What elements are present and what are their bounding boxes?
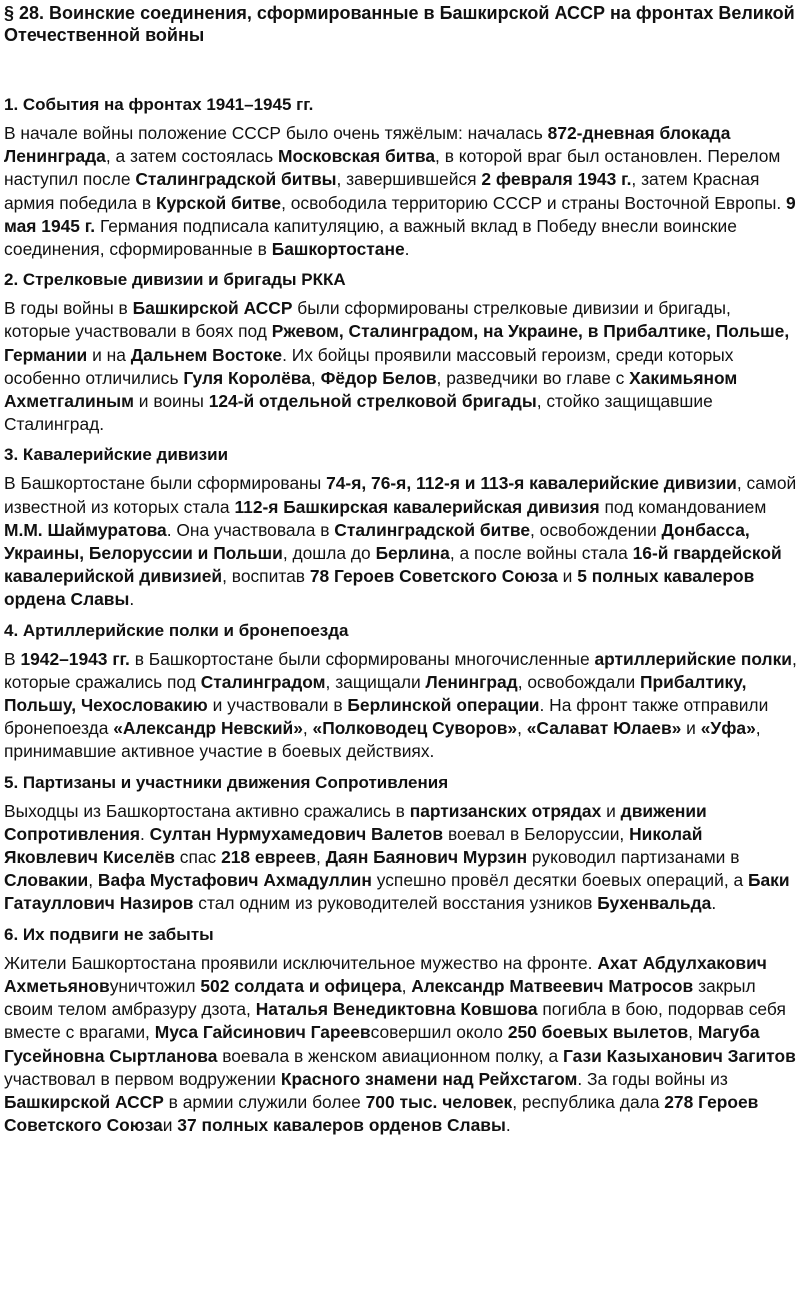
text-run: , освободила территорию СССР и страны Восточной Европы. [281,192,787,213]
document-title: § 28. Воинские соединения, сформированные в Башкирской АССР на фронтах Великой Отечественной войны [4,3,795,45]
text-run: . На фронт также отправили бронепоезда [4,695,769,739]
bold-text: Курской битве [156,192,282,213]
text-run: совершил около [370,1022,508,1043]
text-run: воевала в женском авиационном полку, а [217,1045,563,1066]
text-run: , воспитав [222,566,310,587]
text-run: . [129,589,135,610]
bold-text: Даян Баянович Мурзин [325,847,528,868]
text-run: в Башкортостане были сформированы многочисленные [129,648,595,669]
bold-text: 700 тыс. человек [365,1091,513,1112]
bold-text: Муса Гайсинович Гареев [154,1022,371,1043]
bold-text: 74-я, 76-я, 112-я и 113-я кавалерийские дивизии [326,473,737,494]
section-heading: 6. Их подвиги не забыты [4,924,214,944]
text-run: закрыл своим телом амбразуру дзота, [4,975,756,1020]
bold-text: Берлинской операции [347,695,540,716]
bold-text: Прибалтику, Польшу, Чехословакию [4,671,747,716]
text-run: , которые сражались под [4,648,797,692]
text-run: и [601,800,621,821]
bold-text: Ржевом, Сталинградом, на Украине, в Прибалтике, Польше, Германии [4,321,790,365]
text-run: . [505,1115,511,1136]
section-1 [4,94,797,261]
section-paragraph [4,952,797,1138]
text-run: . [711,893,717,914]
bold-text: Башкирской АССР [4,1091,164,1112]
text-run: в армии служили более [163,1091,366,1112]
section-5 [4,772,797,916]
bold-text: 124-й отдельной стрелковой бригады [208,391,537,412]
bold-text: М.М. Шаймуратова [4,519,167,540]
text-run: В годы войны в [4,298,133,319]
text-run: , дошла до [282,543,376,564]
text-run: и [681,718,701,739]
text-run: , освобождали [517,671,641,692]
bold-text: Берлина [375,543,450,564]
section-4 [4,620,797,764]
bold-text: 502 солдата и офицера [200,975,402,996]
section-paragraph [4,648,797,764]
bold-text: 37 полных кавалеров орденов Славы [177,1115,506,1136]
bold-text: Донбасса, Украины, Белоруссии и Польши [4,519,750,564]
text-run: руководил партизанами в [527,847,740,868]
text-run: , [315,847,326,868]
bold-text: Баки Гатауллович Назиров [4,870,790,914]
bold-text: Сталинградом [200,671,326,692]
bold-text: Словакии [4,870,89,891]
text-run: , а затем состоялась [105,146,279,167]
text-run: погибла в бою, подорвав себя вместе с врагами, [4,999,786,1043]
bold-text: Александр Матвеевич Матросов [411,975,694,996]
bold-text: Башкирской АССР [132,298,293,319]
bold-text: Бухенвальда [597,893,712,914]
bold-text: Султан Нурмухамедович Валетов [149,823,444,844]
text-run: , [310,367,321,388]
bold-text: движении Сопротивления [4,800,707,844]
text-run: В Башкортостане были сформированы [4,473,327,494]
bold-text: 78 Героев Советского Союза [309,566,558,587]
text-run: Жители Башкортостана проявили исключительное мужество на фронте. [4,952,598,973]
text-run: , освобождении [530,519,662,540]
text-run: уничтожил [109,975,201,996]
text-run: . За годы войны из [577,1068,728,1089]
section-heading: 3. Кавалерийские дивизии [4,445,229,465]
bold-text: Николай Яковлевич Киселёв [4,823,703,868]
bold-text: 218 евреев [221,847,316,868]
text-run: , стойко защищавшие Сталинград. [4,391,713,435]
bold-text: Магуба Гусейновна Сыртланова [4,1022,760,1066]
text-run: В [4,648,21,669]
bold-text: Ахат Абдулхакович Ахметьянов [4,952,767,996]
text-run: и [557,566,578,587]
section-paragraph [4,297,797,436]
bold-text: 16-й гвардейской кавалерийской дивизией [4,543,782,587]
bold-text: Сталинградской битвы [135,169,337,190]
section-2 [4,269,797,436]
text-run: и [162,1115,178,1136]
bold-text: 112-я Башкирская кавалерийская дивизия [234,496,600,517]
text-run: , самой известной из которых стала [4,473,797,517]
bold-text: 278 Героев Советского Союза [4,1091,759,1136]
bold-text: Фёдор Белов [320,367,437,388]
bold-text: «Уфа» [700,718,756,739]
bold-text: 2 февраля 1943 г. [481,169,632,190]
text-run: . Она участвовала в [166,519,335,540]
section-6 [4,924,797,1138]
bold-text: артиллерийские полки [594,648,792,669]
bold-text: Башкортостане [271,239,405,260]
bold-text: 872-дневная блокада Ленинграда [4,123,731,167]
text-run: . Их бойцы проявили массовый героизм, среди которых особенно отличились [4,344,734,388]
bold-text: Сталинградской битве [334,519,530,540]
bold-text: Вафа Мустафович Ахмадуллин [97,870,372,891]
bold-text: Хакимьяном Ахметгалиным [4,367,738,412]
text-run: и воины [133,391,209,412]
text-run: , [688,1022,698,1043]
text-run: стал одним из руководителей восстания узников [193,893,598,914]
text-run: . [140,823,150,844]
bold-text: «Салават Юлаев» [526,718,682,739]
section-paragraph [4,122,797,261]
text-run: , завершившейся [336,169,482,190]
section-heading: 4. Артиллерийские полки и бронепоезда [4,620,349,640]
bold-text: Красного знамени над Рейхстагом [280,1068,578,1089]
text-run: , республика дала [512,1091,665,1112]
bold-text: «Александр Невский» [113,718,303,739]
text-run: , разведчики во главе с [436,367,630,388]
text-run: , [517,718,527,739]
text-run: , защищали [325,671,426,692]
text-run: под командованием [599,496,767,517]
section-heading: 1. События на фронтах 1941–1945 гг. [4,95,314,114]
bold-text: Гази Казыханович Загитов [563,1045,796,1066]
bold-text: 9 мая 1945 г. [4,192,796,236]
text-run: , [88,870,98,891]
text-run: Германия подписала капитуляцию, а важный вклад в Победу внесли воинские соединения, сформированные в [4,215,737,260]
text-run: Выходцы из Башкортостана активно сражались в [4,800,410,821]
text-run: . [404,239,410,260]
text-run: были сформированы стрелковые дивизии и бригады, которые участвовали в боях под [4,298,731,342]
section-heading: 5. Партизаны и участники движения Сопротивления [4,772,449,792]
text-run: участвовал в первом водружении [4,1068,281,1089]
text-run: , а после войны стала [449,543,633,564]
text-run: , [401,975,412,996]
bold-text: 250 боевых вылетов [507,1022,689,1043]
bold-text: Наталья Венедиктовна Ковшова [255,999,538,1020]
section-paragraph [4,472,797,611]
bold-text: Московская битва [278,146,436,167]
bold-text: партизанских отрядах [409,800,602,821]
text-run: В начале войны положение СССР было очень тяжёлым: началась [4,123,548,143]
text-run: и на [87,344,131,365]
section-heading: 2. Стрелковые дивизии и бригады РККА [4,270,346,290]
text-run: успешно провёл десятки боевых операций, а [371,870,748,891]
text-run: , в которой враг был остановлен. Перелом наступил после [4,146,781,190]
bold-text: Ленинград [425,671,518,692]
text-run: , затем Красная армия победила в [4,169,760,213]
text-run: , принимавшие активное участие в боевых действиях. [4,718,761,762]
bold-text: Гуля Королёва [183,367,311,388]
text-run: спас [174,847,222,868]
bold-text: 5 полных кавалеров ордена Славы [4,566,755,610]
section-paragraph [4,800,797,916]
text-run: , [302,718,313,739]
text-run: и участвовали в [207,695,348,716]
bold-text: 1942–1943 гг. [20,648,130,669]
bold-text: Дальнем Востоке [130,344,283,365]
section-3 [4,444,797,611]
text-run: воевал в Белоруссии, [443,823,630,844]
bold-text: «Полководец Суворов» [312,718,518,739]
